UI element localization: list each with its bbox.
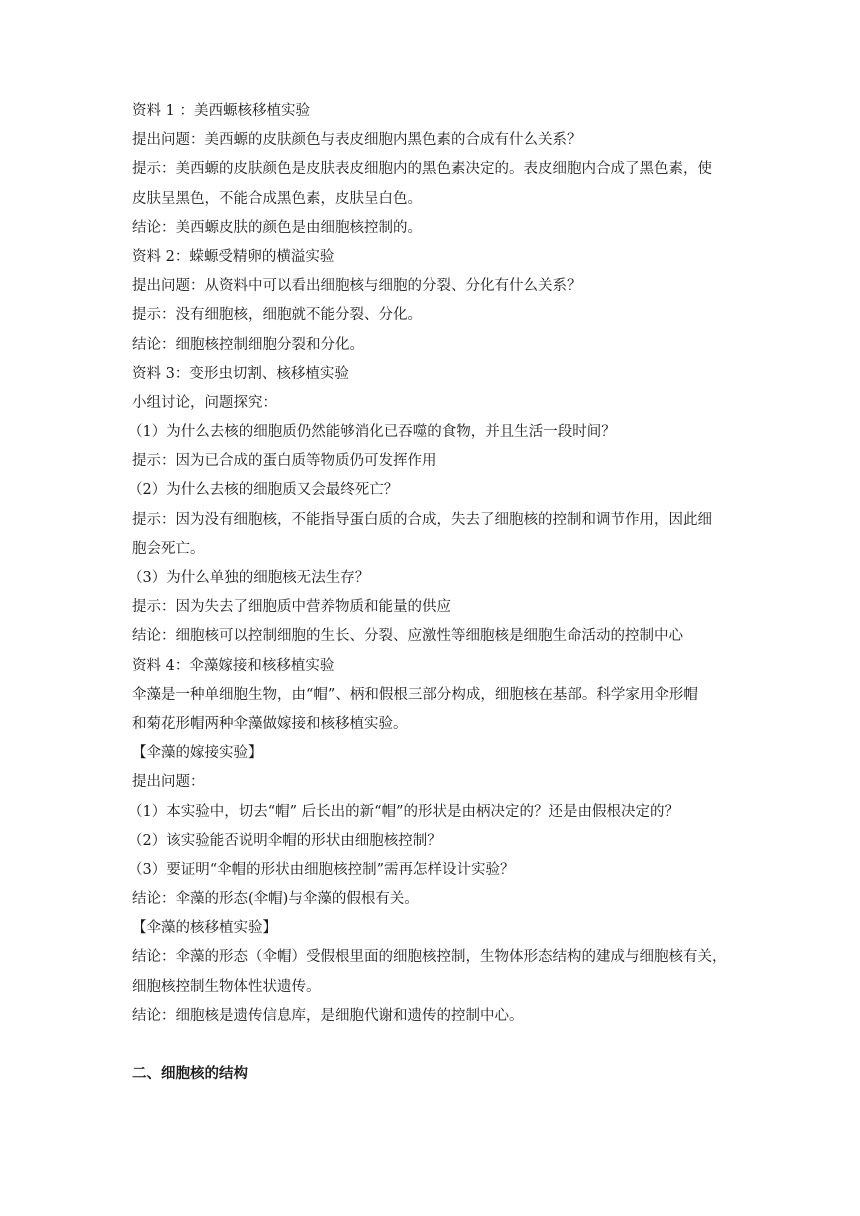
text-line: 资料 1 ：美西螈核移植实验 — [132, 103, 310, 119]
text-line: （3）为什么单独的细胞核无法生存？ — [128, 570, 370, 586]
text-line: 细胞核控制生物体性状遗传。 — [132, 978, 321, 995]
subheading-nuclear-transfer: 【伞藻的核移植实验】 — [132, 920, 277, 937]
text-line: 提示：因为已合成的蛋白质等物质仍可发挥作用 — [132, 453, 437, 470]
text-line: （3）要证明“伞帽的形状由细胞核控制”需再怎样设计实验？ — [128, 861, 515, 878]
text-line: 结论：细胞核控制细胞分裂和分化。 — [132, 336, 364, 353]
text-line: 提示：因为没有细胞核，不能指导蛋白质的合成，失去了细胞核的控制和调节作用，因此细 — [132, 511, 712, 528]
section-heading: 二、细胞核的结构 — [132, 1065, 248, 1083]
text-line: 提示：没有细胞核，细胞就不能分裂、分化。 — [132, 307, 422, 324]
text-line: 和菊花形帽两种伞藻做嫁接和核移植实验。 — [132, 715, 408, 732]
text-line: 皮肤呈黑色，不能合成黑色素，皮肤呈白色。 — [132, 190, 422, 207]
text-line: 结论：美西螈皮肤的颜色是由细胞核控制的。 — [132, 219, 422, 236]
text-line: 提出问题： — [132, 774, 205, 791]
blank-line — [132, 1035, 732, 1064]
text-line: 小组讨论，问题探究： — [132, 394, 277, 411]
text-line: 资料 4：伞藻嫁接和核移植实验 — [132, 657, 335, 674]
text-line: 胞会死亡。 — [132, 540, 205, 557]
text-line: 资料 3：变形虫切割、核移植实验 — [132, 365, 349, 382]
text-line: 结论：伞藻的形态(伞帽)与伞藻的假根有关。 — [132, 891, 419, 908]
text-line: 结论：细胞核是遗传信息库，是细胞代谢和遗传的控制中心。 — [132, 1007, 524, 1024]
text-line: 提出问题：美西螈的皮肤颜色与表皮细胞内黑色素的合成有什么关系？ — [132, 132, 582, 149]
text-line: （1）为什么去核的细胞质仍然能够消化已吞噬的食物，并且生活一段时间？ — [128, 424, 616, 441]
text-line: 资料 2：蝾螈受精卵的横溢实验 — [132, 248, 335, 265]
text-line: （1）本实验中，切去“帽” 后长出的新“帽”的形状是由柄决定的？还是由假根决定的？ — [128, 803, 679, 820]
text-line: 提示：因为失去了细胞质中营养物质和能量的供应 — [132, 599, 451, 616]
text-line: （2）为什么去核的细胞质又会最终死亡？ — [128, 482, 399, 499]
subheading-grafting: 【伞藻的嫁接实验】 — [132, 745, 263, 762]
text-line: 提出问题：从资料中可以看出细胞核与细胞的分裂、分化有什么关系？ — [132, 278, 582, 295]
document-page — [128, 101, 732, 1093]
text-line: 提示：美西螈的皮肤颜色是皮肤表皮细胞内的黑色素决定的。表皮细胞内合成了黑色素，使 — [132, 161, 712, 178]
text-line: 伞藻是一种单细胞生物，由“帽”、柄和假根三部分构成，细胞核在基部。科学家用伞形帽 — [132, 686, 698, 703]
text-line: 结论：伞藻的形态（伞帽）受假根里面的细胞核控制，生物体形态结构的建成与细胞核有关， — [132, 949, 727, 966]
text-line: （2）该实验能否说明伞帽的形状由细胞核控制？ — [128, 832, 442, 849]
text-line: 结论：细胞核可以控制细胞的生长、分裂、应激性等细胞核是细胞生命活动的控制中心 — [132, 628, 683, 645]
